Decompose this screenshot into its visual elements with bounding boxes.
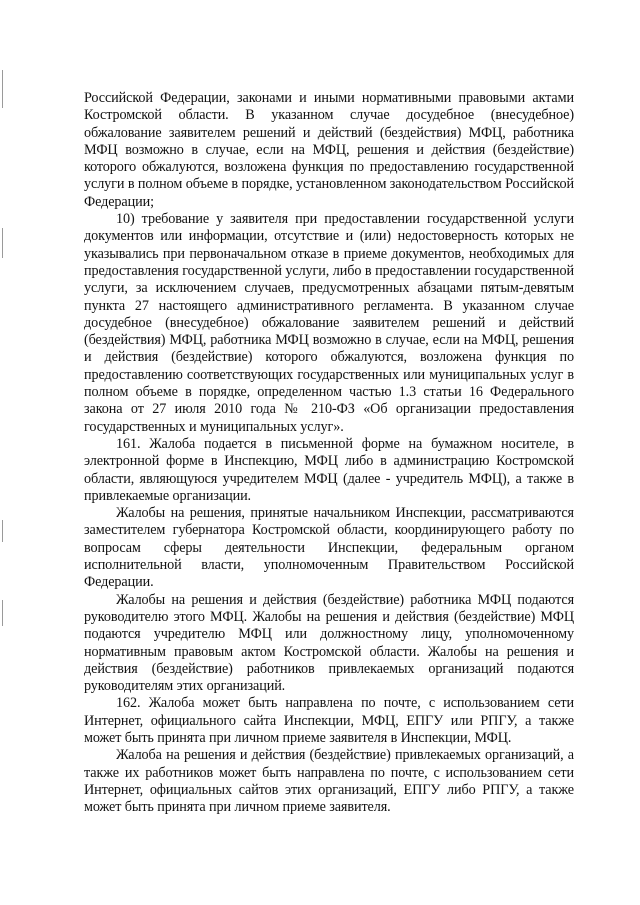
scan-edge-mark xyxy=(2,520,3,542)
paragraph-complaints-inspection-head: Жалобы на решения, принятые начальником Инспекции, рассматриваются заместителем губернатора Костромской области, координирующего работу по вопросам сферы деятельности Инспекции, федеральным органом исполнительной власти, уполномоченным Правительством Российской Федерации. xyxy=(84,505,574,591)
paragraph-complaints-organizations: Жалоба на решения и действия (бездействие) привлекаемых организаций, а также их работников может быть направлена по почте, с использованием сети Интернет, официальных сайтов этих организаций, ЕПГУ либо РПГУ, а также может быть принята при личном приеме заявителя. xyxy=(84,747,574,816)
paragraph-continuation: Российской Федерации, законами и иными нормативными правовыми актами Костромской области. В указанном случае досудебное (внесудебное) обжалование заявителем решений и действий (бездействия) МФЦ, работника МФЦ возможно в случае, если на МФЦ, решения и действия (бездействие) которого обжалуются, возложена функция по предоставлению государственной услуги в полном объеме в порядке, установленном законодательством Российской Федерации; xyxy=(84,90,574,210)
scan-edge-mark xyxy=(2,70,3,108)
document-body xyxy=(84,90,574,816)
paragraph-162: 162. Жалоба может быть направлена по почте, с использованием сети Интернет, официального сайта Инспекции, МФЦ, ЕПГУ или РПГУ, а также может быть принята при личном приеме заявителя в Инспекции, МФЦ. xyxy=(84,695,574,746)
paragraph-item-10: 10) требование у заявителя при предоставлении государственной услуги документов или информации, отсутствие и (или) недостоверность которых не указывались при первоначальном отказе в приеме документов, необходимых для предоставления государственной услуги, либо в предоставлении государственной услуги, за исключением случаев, предусмотренных абзацами пятым-девятым пункта 27 настоящего административного регламента. В указанном случае досудебное (внесудебное) обжалование заявителем решений и действий (бездействия) МФЦ, работника МФЦ возможно в случае, если на МФЦ, решения и действия (бездействие) которого обжалуются, возложена функция по предоставлению соответствующих государственных или муниципальных услуг в полном объеме в порядке, определенном частью 1.3 статьи 16 Федерального закона от 27 июля 2010 года № 210-ФЗ «Об организации предоставления государственных и муниципальных услуг». xyxy=(84,211,574,435)
scan-edge-mark xyxy=(2,600,3,626)
paragraph-complaints-mfc: Жалобы на решения и действия (бездействие) работника МФЦ подаются руководителю этого МФЦ. Жалобы на решения и действия (бездействие) МФЦ подаются учредителю МФЦ или должностному лицу, уполномоченному нормативным правовым актом Костромской области. Жалобы на решения и действия (бездействие) работников привлекаемых организаций подаются руководителям этих организаций. xyxy=(84,591,574,695)
scan-edge-mark xyxy=(2,228,3,258)
paragraph-161: 161. Жалоба подается в письменной форме на бумажном носителе, в электронной форме в Инспекцию, МФЦ либо в администрацию Костромской области, являющуюся учредителем МФЦ (далее - учредитель МФЦ), а также в привлекаемые организации. xyxy=(84,435,574,504)
